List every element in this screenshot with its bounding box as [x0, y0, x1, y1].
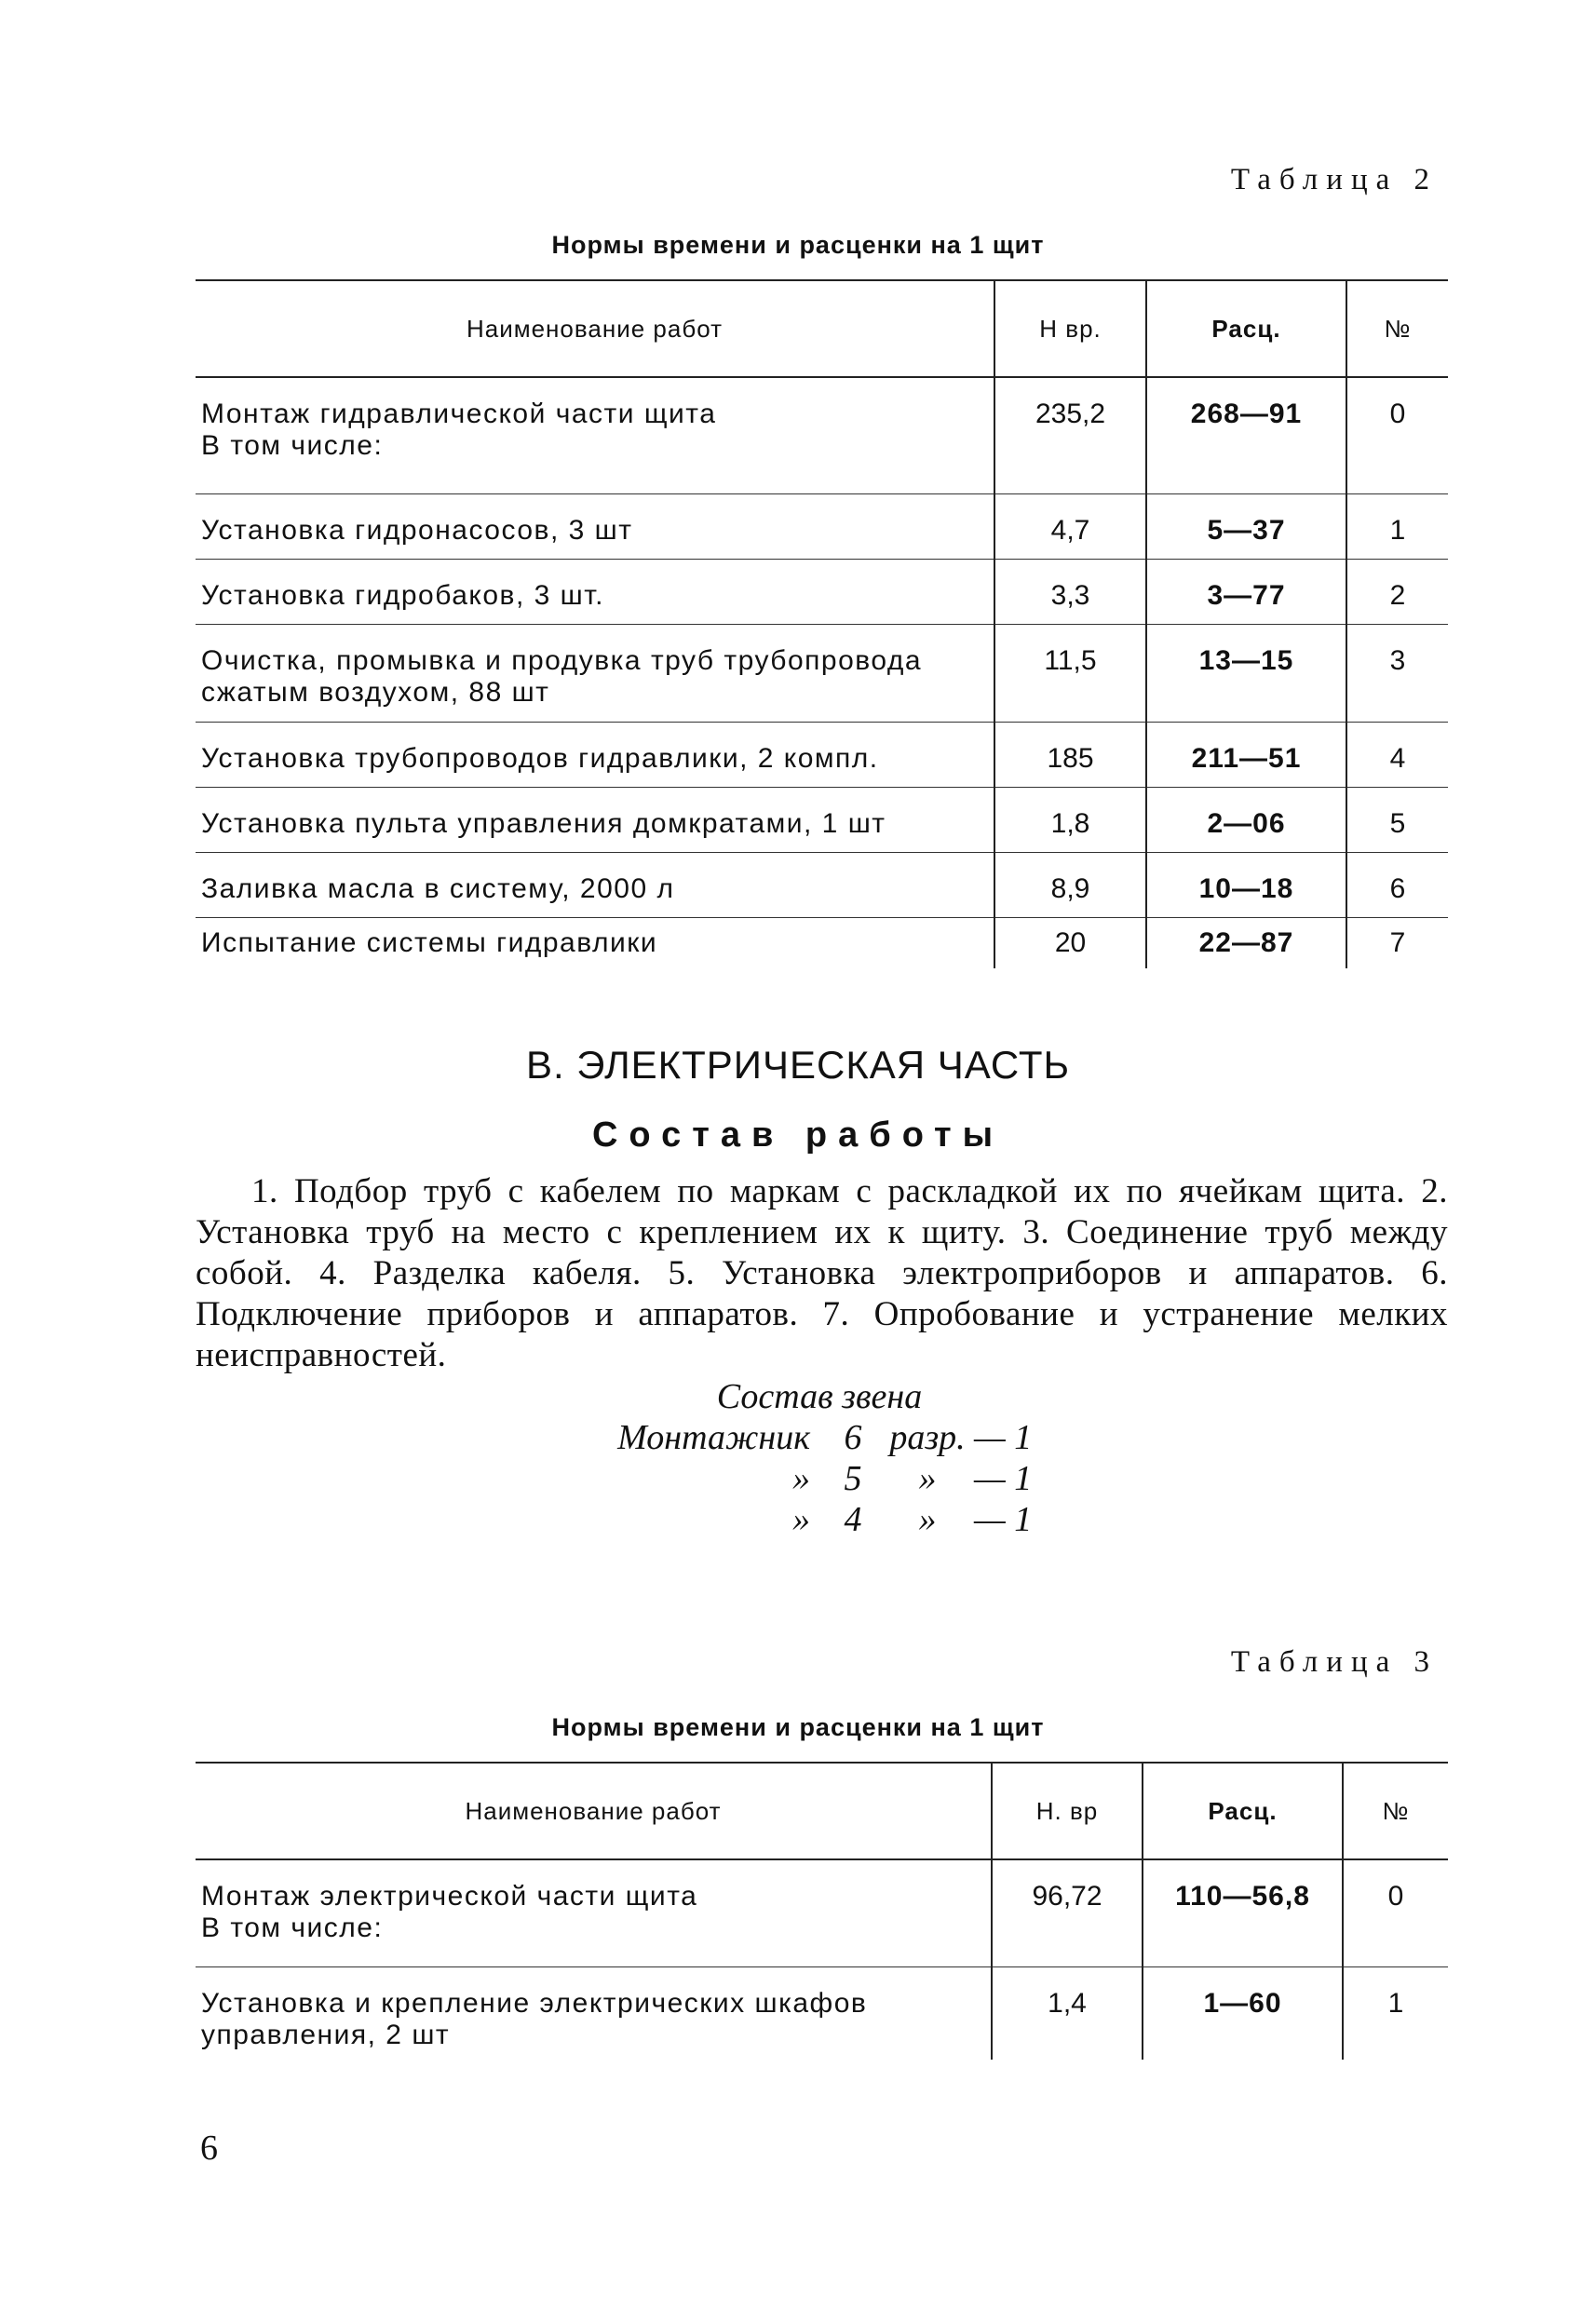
row-rate: 211—51	[1146, 722, 1346, 787]
table3-label: Таблица 3	[1230, 1645, 1438, 1679]
crew-row	[577, 1458, 1062, 1499]
row-num: 1	[1346, 493, 1448, 559]
row-name: Испытание системы гидравлики	[201, 926, 658, 958]
row-num: 3	[1346, 624, 1448, 722]
table-row	[196, 1966, 1448, 2060]
row-time: 4,7	[994, 493, 1146, 559]
page-number: 6	[200, 2129, 218, 2168]
table3-header-row	[196, 1763, 1448, 1859]
crew-grade: 6	[844, 1418, 862, 1457]
row-rate: 3—77	[1146, 559, 1346, 624]
row-rate: 5—37	[1146, 493, 1346, 559]
row-time: 96,72	[992, 1859, 1143, 1966]
crew-grade: 4	[844, 1500, 862, 1539]
row-name: Установка и крепление электрических шкафов управления, 2 шт	[201, 1987, 868, 2050]
table-row	[196, 624, 1448, 722]
row-time: 8,9	[994, 852, 1146, 917]
crew-qty: — 1	[974, 1418, 1033, 1457]
col-time-header: Н вр.	[994, 280, 1146, 377]
row-rate: 22—87	[1146, 917, 1346, 968]
row-name: Установка пульта управления домкратами, 1 шт	[196, 787, 994, 852]
table-row	[196, 917, 1448, 968]
row-num: 0	[1343, 1859, 1448, 1966]
row-name	[196, 1859, 992, 1966]
col-time-header: Н. вр	[992, 1763, 1143, 1859]
table-row	[196, 559, 1448, 624]
crew-unit: разр.	[889, 1418, 966, 1457]
row-rate: 13—15	[1146, 624, 1346, 722]
col-num-header: №	[1343, 1763, 1448, 1859]
table2	[196, 279, 1448, 968]
table-row	[196, 493, 1448, 559]
row-time: 3,3	[994, 559, 1146, 624]
row-name-main: Монтаж гидравлической части щита	[201, 399, 717, 429]
row-time: 1,8	[994, 787, 1146, 852]
row-time: 1,4	[992, 1966, 1143, 2060]
crew-unit: »	[918, 1459, 937, 1498]
crew-title: Состав звена	[716, 1377, 923, 1416]
row-num: 1	[1343, 1966, 1448, 2060]
crew-row	[577, 1417, 1062, 1458]
subsection-title: Состав работы	[591, 1115, 1005, 1155]
crew-label: »	[792, 1459, 810, 1498]
table2-caption: Нормы времени и расценки на 1 щит	[551, 231, 1045, 259]
row-name-sub: В том числе:	[201, 430, 384, 461]
row-name	[196, 377, 994, 493]
row-name: Установка гидронасосов, 3 шт	[196, 493, 994, 559]
row-rate: 1—60	[1143, 1966, 1343, 2060]
col-name-header: Наименование работ	[196, 1763, 992, 1859]
row-name: Заливка масла в систему, 2000 л	[196, 852, 994, 917]
row-name: Очистка, промывка и продувка труб трубопровода сжатым воздухом, 88 шт	[196, 624, 994, 722]
row-rate: 2—06	[1146, 787, 1346, 852]
table-row	[196, 852, 1448, 917]
col-rate-header: Расц.	[1146, 280, 1346, 377]
row-name: Установка гидробаков, 3 шт.	[196, 559, 994, 624]
row-rate: 268—91	[1146, 377, 1346, 493]
row-name-sub: В том числе:	[201, 1912, 384, 1943]
col-name-header: Наименование работ	[196, 280, 994, 377]
crew-unit: »	[918, 1500, 937, 1539]
row-name-main: Монтаж электрической части щита	[201, 1881, 698, 1912]
col-num-header: №	[1346, 280, 1448, 377]
table2-header-row	[196, 280, 1448, 377]
table2-label: Таблица 2	[1230, 163, 1438, 196]
row-num: 5	[1346, 787, 1448, 852]
col-rate-header: Расц.	[1143, 1763, 1343, 1859]
row-num: 4	[1346, 722, 1448, 787]
section-title: В. ЭЛЕКТРИЧЕСКАЯ ЧАСТЬ	[525, 1043, 1071, 1087]
row-rate: 10—18	[1146, 852, 1346, 917]
table-row	[196, 377, 1448, 493]
row-time: 11,5	[994, 624, 1146, 722]
row-num: 2	[1346, 559, 1448, 624]
row-num: 0	[1346, 377, 1448, 493]
crew-label: Монтажник	[617, 1418, 810, 1457]
row-time: 20	[994, 917, 1146, 968]
crew-row	[577, 1499, 1062, 1540]
table-row	[196, 722, 1448, 787]
row-time: 235,2	[994, 377, 1146, 493]
row-num: 7	[1346, 917, 1448, 968]
crew-grade: 5	[844, 1459, 862, 1498]
row-time: 185	[994, 722, 1146, 787]
table3-caption: Нормы времени и расценки на 1 щит	[551, 1713, 1045, 1741]
row-rate: 110—56,8	[1143, 1859, 1343, 1966]
table-row	[196, 1859, 1448, 1966]
row-name: Установка трубопроводов гидравлики, 2 компл.	[196, 722, 994, 787]
table-row	[196, 787, 1448, 852]
crew-qty: — 1	[974, 1459, 1033, 1498]
crew-label: »	[792, 1500, 810, 1539]
table3	[196, 1762, 1448, 2060]
crew-qty: — 1	[974, 1500, 1033, 1539]
crew-composition	[577, 1376, 1062, 1540]
row-num: 6	[1346, 852, 1448, 917]
work-description: 1. Подбор труб с кабелем по маркам с раскладкой их по ячейкам щита. 2. Установка труб на место с креплением их к щиту. 3. Соединение труб между собой. 4. Разделка кабеля. 5. Установка электроприборов и аппаратов. 6. Подключение приборов и аппаратов. 7. Опробование и устранение мелких неисправностей.	[196, 1172, 1448, 1374]
